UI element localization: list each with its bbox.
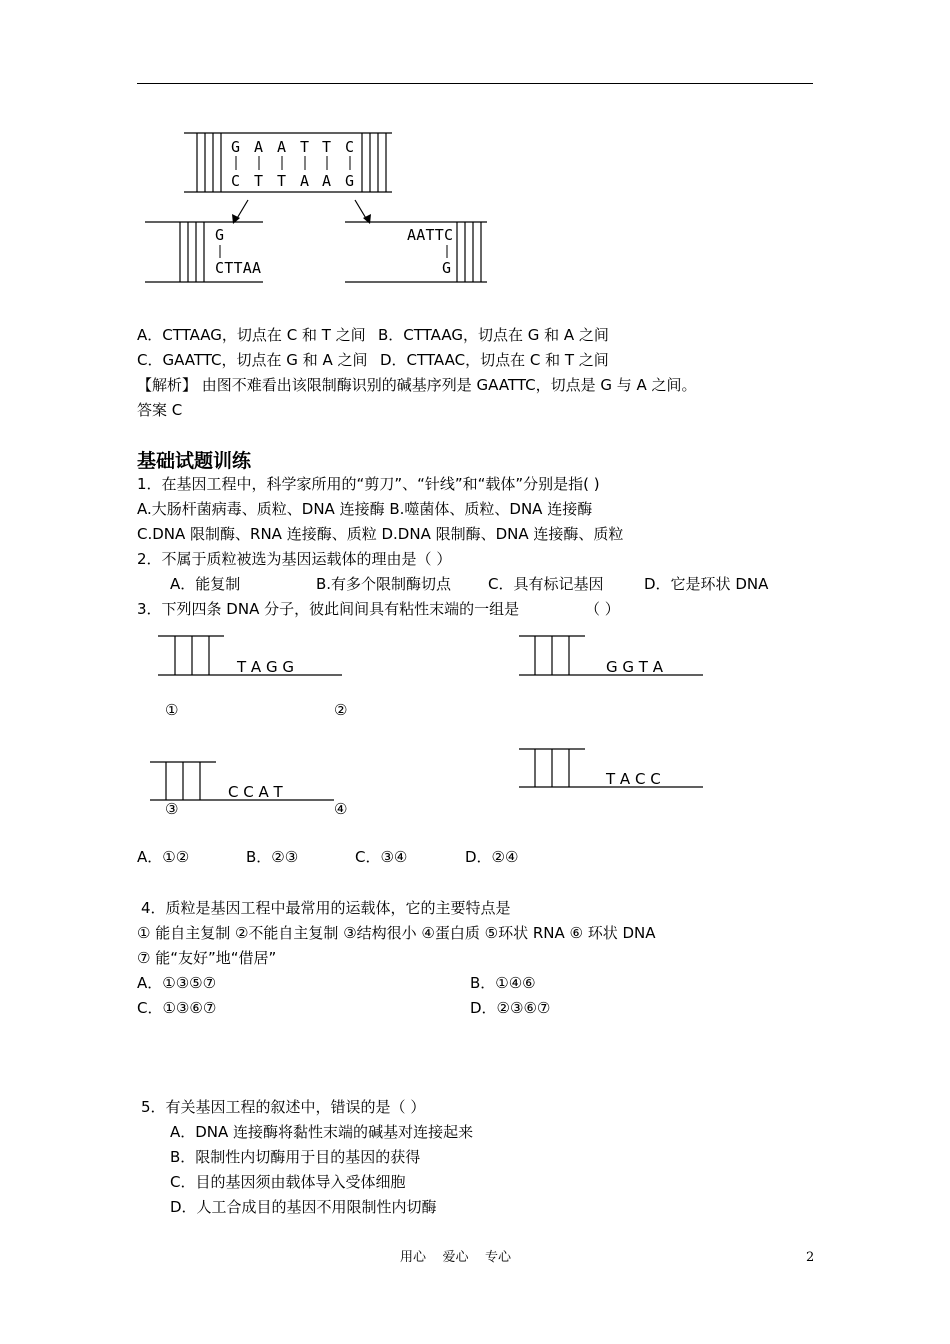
bottom-base: C xyxy=(231,172,241,190)
fragment-4 xyxy=(519,749,703,788)
prev-option-d: D．CTTAAC，切点在 C 和 T 之间 xyxy=(380,351,609,369)
fragment-label-3: ③ xyxy=(165,800,179,818)
right-fragment-bottom: G xyxy=(442,259,452,277)
q4-items-line1: ① 能自主复制 ②不能自主复制 ③结构很小 ④蛋白质 ⑤环状 RNA ⑥ 环状 DNA xyxy=(137,924,656,942)
q2-option-d: D．它是环状 DNA xyxy=(644,575,769,593)
fragment-label-4: ④ xyxy=(334,800,348,818)
q2-stem: 2．不属于质粒被选为基因运载体的理由是（ ） xyxy=(137,550,452,568)
q4-stem: 4．质粒是基因工程中最常用的运载体，它的主要特点是 xyxy=(141,899,511,917)
q1-options-ab: A.大肠杆菌病毒、质粒、DNA 连接酶 B.噬菌体、质粒、DNA 连接酶 xyxy=(137,500,593,518)
top-base: T xyxy=(322,138,332,156)
fragment-1 xyxy=(158,636,342,676)
footer-motto: 用心 爱心 专心 xyxy=(400,1250,512,1265)
q3-option-c: C．③④ xyxy=(355,848,408,866)
q2-option-b: B.有多个限制酶切点 xyxy=(316,575,452,593)
q3-option-b: B．②③ xyxy=(246,848,299,866)
top-base: C xyxy=(345,138,355,156)
prev-option-a: A．CTTAAG，切点在 C 和 T 之间 xyxy=(137,326,366,344)
q4-option-b: B．①④⑥ xyxy=(470,974,536,992)
answer-text: 答案 C xyxy=(137,401,183,419)
q5-option-c: C．目的基因须由载体导入受体细胞 xyxy=(170,1173,406,1191)
fragment-3-sequence: C C A T xyxy=(228,783,283,801)
bottom-base: T xyxy=(277,172,287,190)
q4-items-line2: ⑦ 能“友好”地“借居” xyxy=(137,949,277,967)
top-base: G xyxy=(231,138,241,156)
q3-option-a: A．①② xyxy=(137,848,190,866)
q2-option-a: A．能复制 xyxy=(170,575,241,593)
fragment-2 xyxy=(519,636,703,676)
analysis-text: 【解析】 由图不难看出该限制酶识别的碱基序列是 GAATTC，切点是 G 与 A 之间。 xyxy=(137,376,697,394)
fragment-1-sequence: T A G G xyxy=(237,658,294,676)
q4-option-c: C．①③⑥⑦ xyxy=(137,999,217,1017)
q4-option-d: D．②③⑥⑦ xyxy=(470,999,551,1017)
prev-option-b: B．CTTAAG，切点在 G 和 A 之间 xyxy=(378,326,609,344)
right-fragment-top: AATTC xyxy=(407,226,453,244)
q4-option-a: A．①③⑤⑦ xyxy=(137,974,217,992)
section-title: 基础试题训练 xyxy=(137,450,252,472)
q1-options-cd: C.DNA 限制酶、RNA 连接酶、质粒 D.DNA 限制酶、DNA 连接酶、质粒 xyxy=(137,525,624,543)
bottom-base: G xyxy=(345,172,355,190)
bottom-base: T xyxy=(254,172,264,190)
left-fragment-bottom: CTTAA xyxy=(215,259,261,277)
q3-option-d: D．②④ xyxy=(465,848,519,866)
top-base: A xyxy=(277,138,287,156)
q5-option-d: D．人工合成目的基因不用限制性内切酶 xyxy=(170,1198,437,1216)
fragment-label-2: ② xyxy=(334,701,348,719)
prev-option-c: C．GAATTC，切点在 G 和 A 之间 xyxy=(137,351,368,369)
fragment-label-1: ① xyxy=(165,701,179,719)
q3-stem: 3．下列四条 DNA 分子，彼此间间具有粘性末端的一组是 xyxy=(137,600,520,618)
top-base: T xyxy=(300,138,310,156)
left-fragment-top: G xyxy=(215,226,225,244)
bottom-base: A xyxy=(322,172,332,190)
bottom-base: A xyxy=(300,172,310,190)
q1-stem: 1．在基因工程中，科学家所用的“剪刀”、“针线”和“载体”分别是指( ) xyxy=(137,475,600,493)
fragment-3 xyxy=(150,762,334,801)
q5-option-b: B．限制性内切酶用于目的基因的获得 xyxy=(170,1148,421,1166)
q5-option-a: A．DNA 连接酶将黏性末端的碱基对连接起来 xyxy=(170,1123,474,1141)
page-number: 2 xyxy=(806,1250,815,1265)
q2-option-c: C．具有标记基因 xyxy=(488,575,604,593)
fragment-2-sequence: G G T A xyxy=(606,658,663,676)
q3-paren: （ ） xyxy=(585,600,620,618)
q5-stem: 5．有关基因工程的叙述中，错误的是（ ） xyxy=(141,1098,426,1116)
top-base: A xyxy=(254,138,264,156)
fragment-4-sequence: T A C C xyxy=(606,770,661,788)
